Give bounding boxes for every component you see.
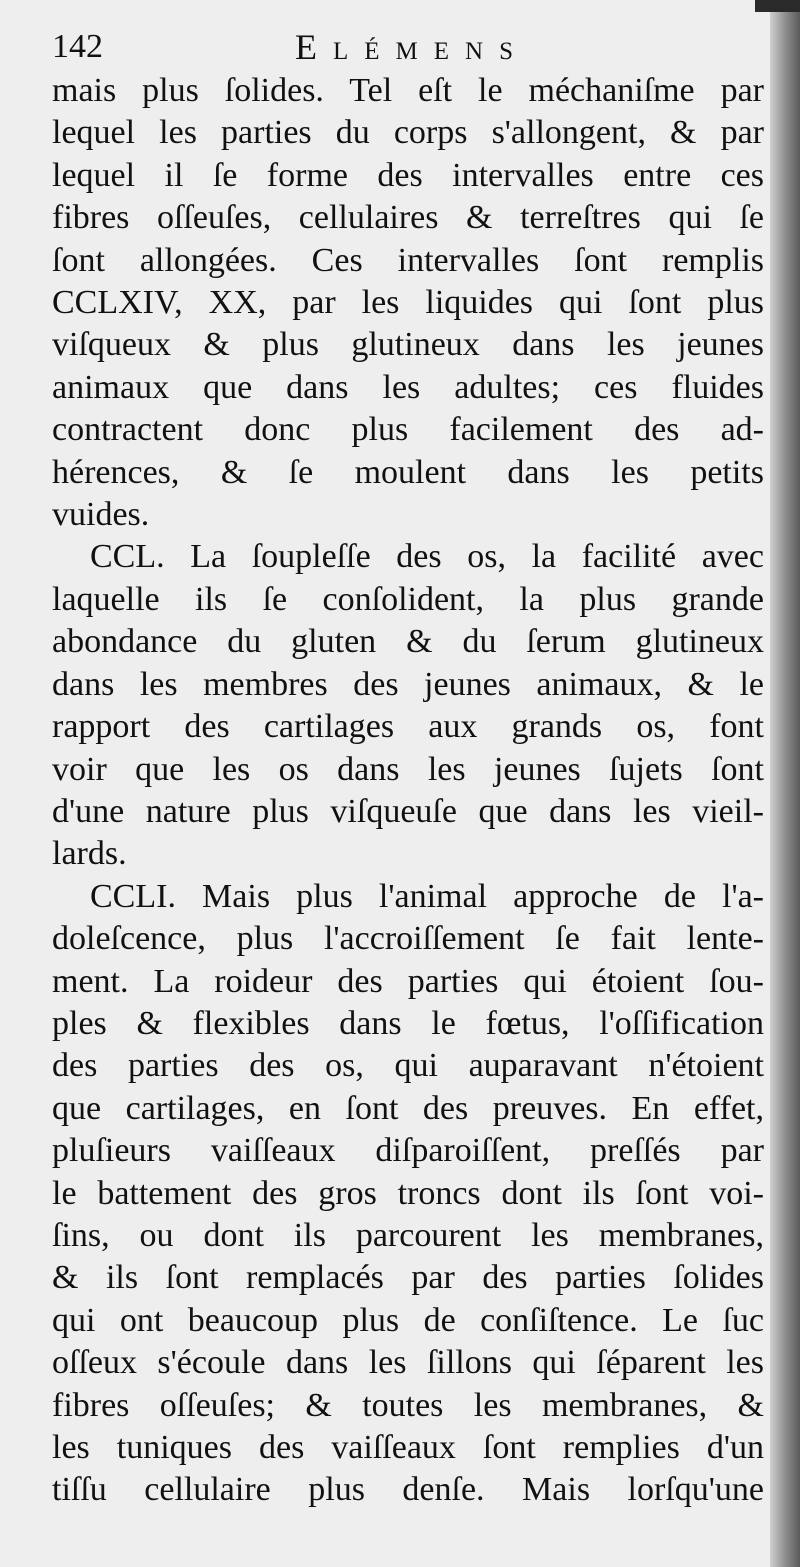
text-line: & ils ſont remplacés par des parties ſolides — [52, 1259, 764, 1297]
page-number: 142 — [52, 28, 103, 65]
text-line: viſqueux & plus glutineux dans les jeunes — [52, 326, 764, 364]
text-line: des parties des os, qui auparavant n'étoient — [52, 1047, 764, 1085]
text-line: pluſieurs vaiſſeaux diſparoiſſent, preſſés par — [52, 1132, 764, 1170]
text-line: mais plus ſolides. Tel eſt le méchaniſme par — [52, 72, 764, 109]
text-line: qui ont beaucoup plus de conſiſtence. Le ſuc — [52, 1301, 764, 1339]
running-title: Elémens — [295, 27, 529, 67]
text-line: laquelle ils ſe conſolident, la plus grande — [52, 580, 764, 618]
text-line: fibres oſſeuſes, cellulaires & terreſtres qui ſe — [52, 199, 764, 237]
text-line: ſins, ou dont ils parcourent les membranes, — [52, 1216, 764, 1254]
text-line: hérences, & ſe moulent dans les petits — [52, 453, 764, 491]
text-line: lards. — [52, 835, 127, 873]
text-line: ples & flexibles dans le fœtus, l'oſſification — [52, 1004, 764, 1042]
text-line: ſont allongées. Ces intervalles ſont remplis — [52, 241, 764, 279]
text-line: abondance du gluten & du ſerum glutineux — [52, 623, 764, 661]
text-line: voir que les os dans les jeunes ſujets ſont — [52, 750, 764, 788]
text-line: lequel il ſe forme des intervalles entre ces — [52, 156, 764, 194]
text-line: tiſſu cellulaire plus denſe. Mais lorſqu'une — [52, 1471, 764, 1509]
page-corner-shadow — [755, 0, 800, 12]
text-line: d'une nature plus viſqueuſe que dans les vieil- — [52, 792, 764, 830]
body-text — [52, 70, 764, 1512]
text-line: que cartilages, en ſont des preuves. En effet, — [52, 1089, 764, 1127]
text-line: animaux que dans les adultes; ces fluides — [52, 368, 764, 406]
text-line: oſſeux s'écoule dans les ſillons qui ſéparent les — [52, 1344, 764, 1382]
text-line: rapport des cartilages aux grands os, font — [52, 708, 764, 746]
text-line: vuides. — [52, 496, 150, 534]
text-line: dans les membres des jeunes animaux, & le — [52, 665, 764, 703]
page-header — [52, 28, 752, 68]
text-line: ment. La roideur des parties qui étoient ſou- — [52, 962, 764, 1000]
text-line: contractent donc plus facilement des ad- — [52, 411, 764, 449]
text-line: doleſcence, plus l'accroiſſement ſe fait lente- — [52, 920, 764, 958]
text-line: fibres oſſeuſes; & toutes les membranes, & — [52, 1386, 764, 1424]
text-line: le battement des gros troncs dont ils ſont voi- — [52, 1174, 764, 1212]
page-edge-shadow — [770, 0, 800, 1567]
paragraph-ccl-first-line: CCL. La ſoupleſſe des os, la facilité avec — [90, 538, 764, 576]
text-line: les tuniques des vaiſſeaux ſont remplies d'un — [52, 1429, 764, 1466]
text-line: lequel les parties du corps s'allongent, & par — [52, 114, 764, 152]
text-line: CCLXIV, XX, par les liquides qui ſont plus — [52, 284, 764, 322]
paragraph-ccli-first-line: CCLI. Mais plus l'animal approche de l'a- — [90, 877, 764, 915]
